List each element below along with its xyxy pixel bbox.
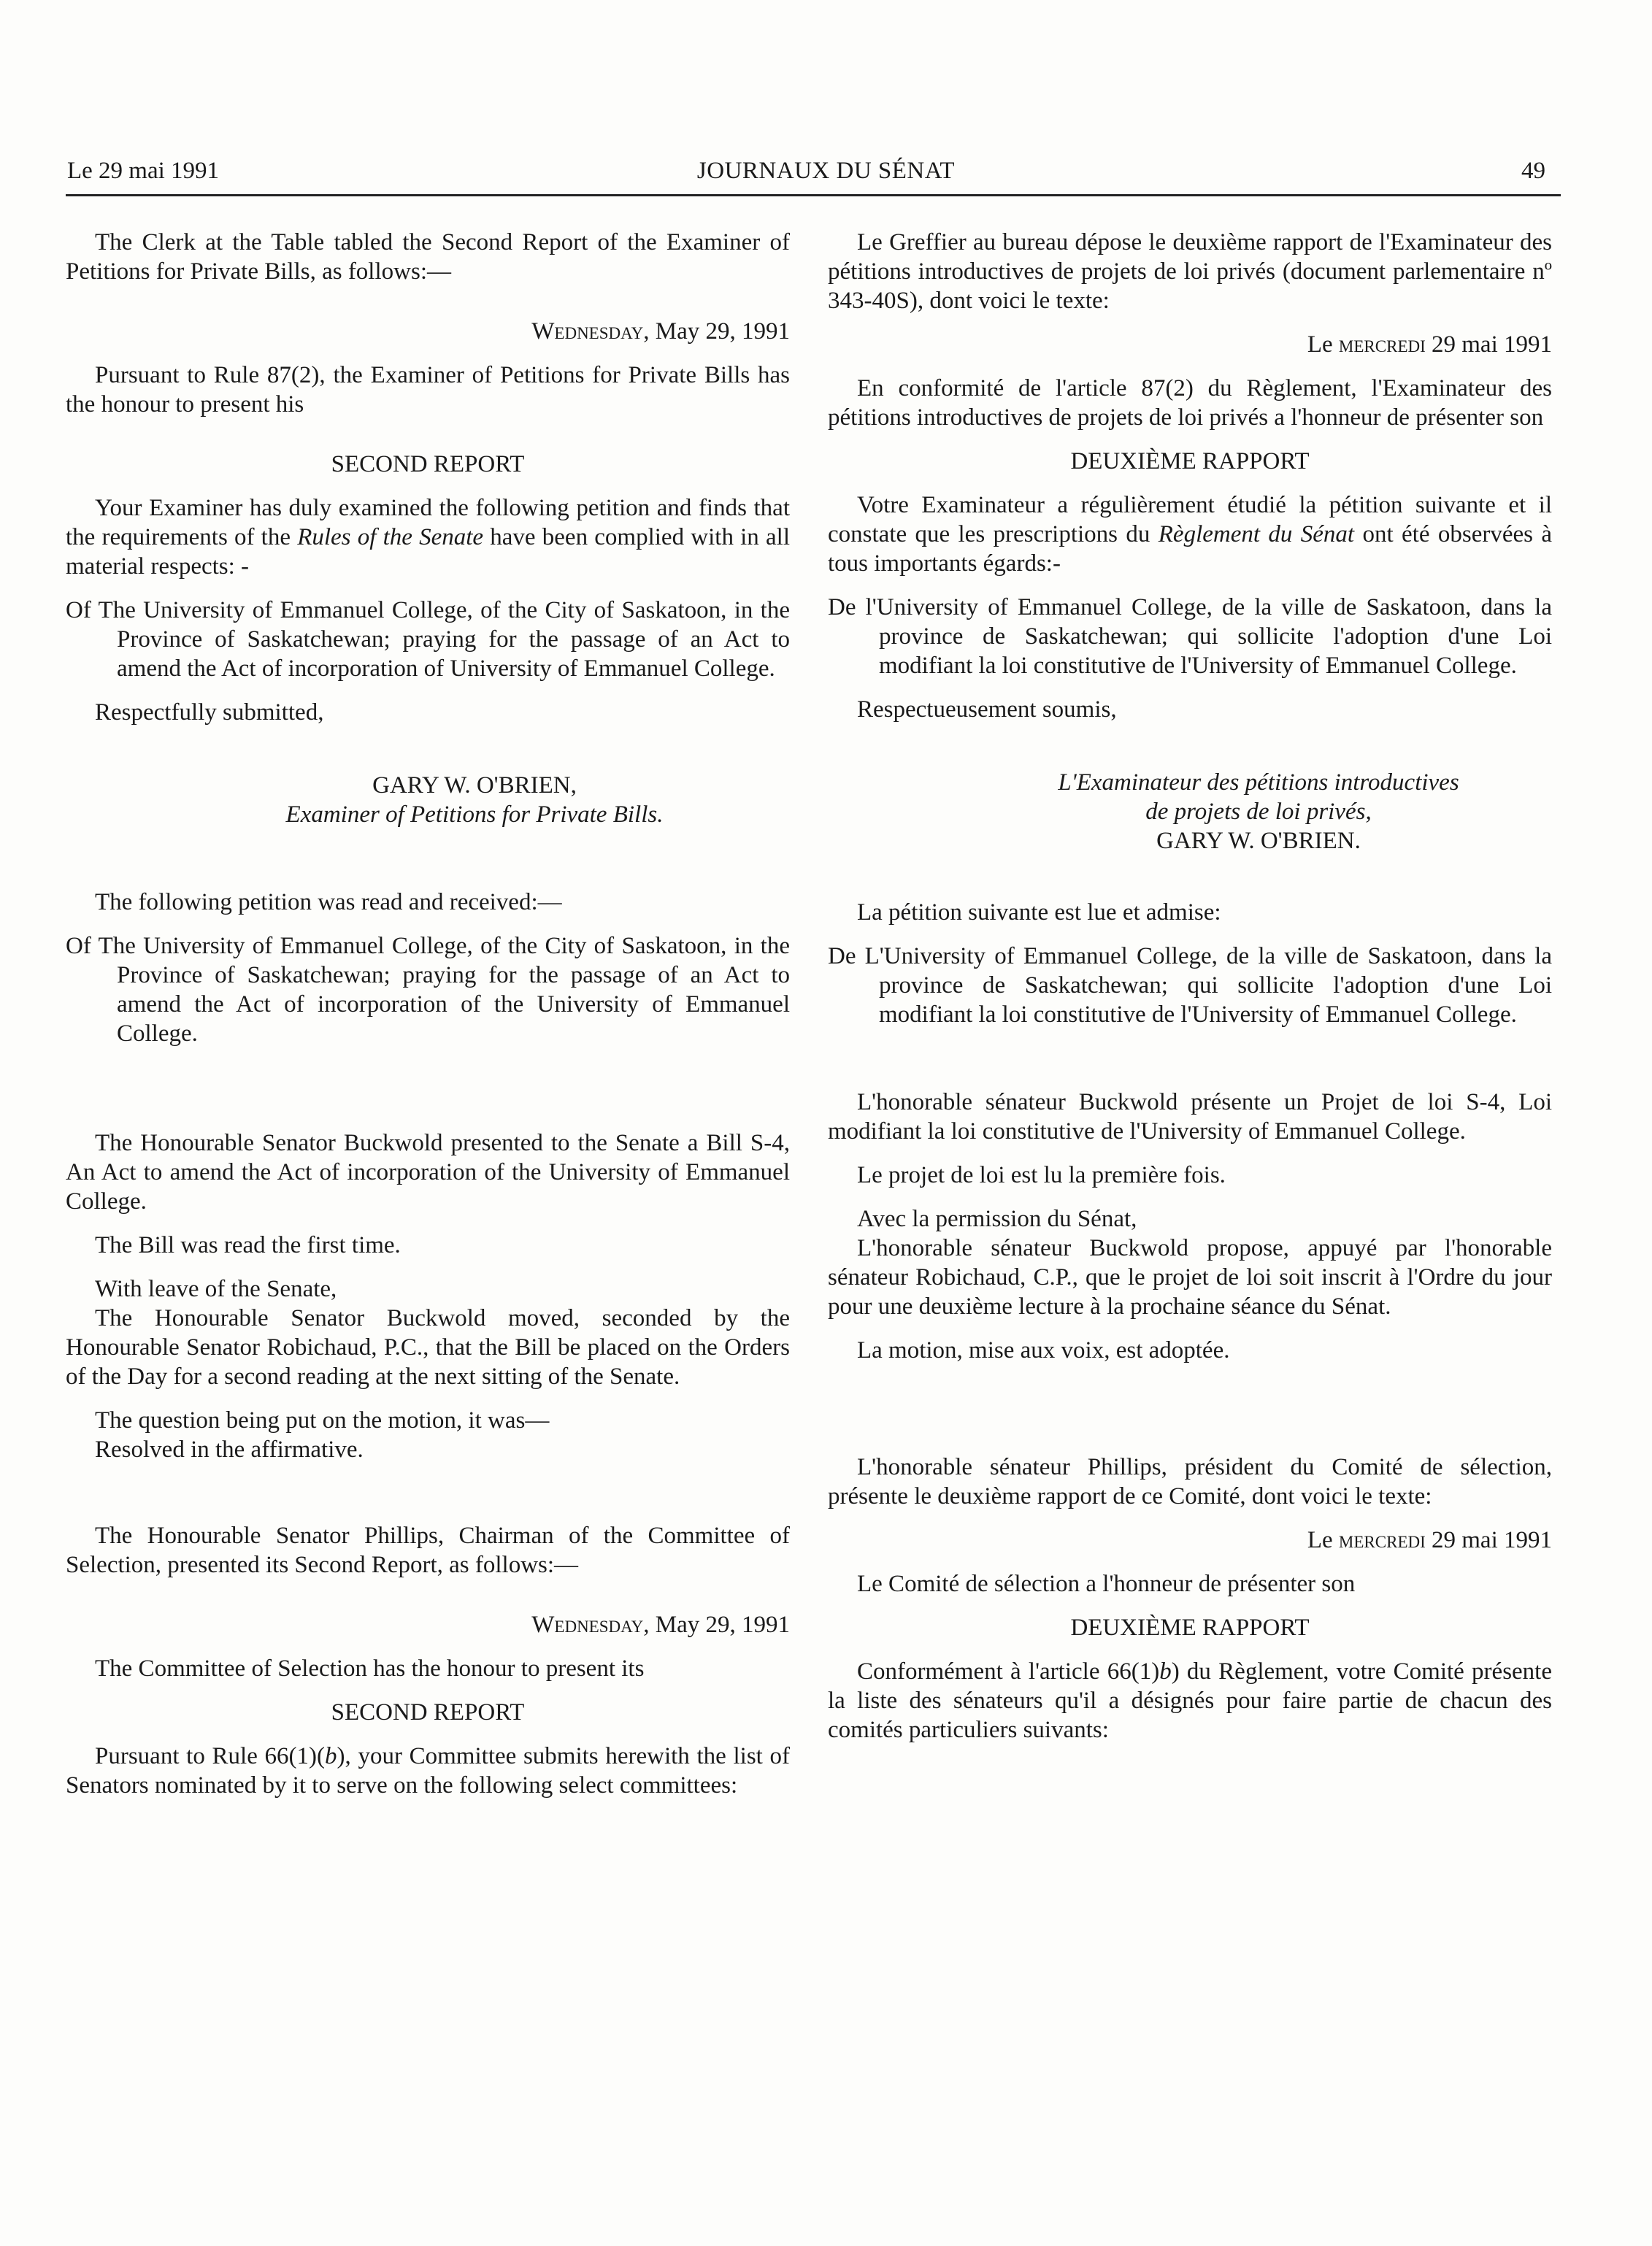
phillips-fr-paragraph: L'honorable sénateur Phillips, président du Comité de sélection, présente le deuxième rapport de ce Comité, dont voici le texte: [828,1454,1552,1509]
signature-fr-name: GARY W. O'BRIEN. [1156,828,1361,854]
comite-honneur-paragraph: Le Comité de sélection a l'honneur de présenter son [857,1571,1356,1597]
signature-block [270,771,679,829]
selection-rapport-heading: DEUXIÈME RAPPORT [1070,1615,1310,1641]
report-date-rest: , May 29, 1991 [643,318,790,345]
examinateur-paragraph [828,491,1552,578]
english-column [66,228,790,1815]
selection-rapport-date [828,1526,1552,1555]
reglement-title: Règlement du Sénat [1158,521,1355,547]
petition-lue-paragraph: La pétition suivante est lue et admise: [857,899,1221,926]
selection-date-rest: , May 29, 1991 [643,1612,790,1638]
report-date [66,317,790,346]
committee-honour-paragraph: The Committee of Selection has the honour to present its [95,1655,645,1682]
rapport-heading: DEUXIÈME RAPPORT [1070,448,1310,474]
signature-title: Examiner of Petitions for Private Bills. [285,801,664,828]
rapport-date-day: mercredi [1338,331,1426,358]
rule-66-italic: b [325,1743,337,1769]
question-line: The question being put on the motion, it was— [95,1407,550,1434]
running-title: JOURNAUX DU SÉNAT [696,158,956,184]
first-reading-paragraph: The Bill was read the first time. [95,1232,401,1258]
article-66-paragraph [828,1657,1552,1745]
rapport-date-le: Le [1307,331,1339,358]
rules-title: Rules of the Senate [297,524,484,550]
pursuant-paragraph: Pursuant to Rule 87(2), the Examiner of Petitions for Private Bills has the honour to present his [66,362,790,418]
leave-line: With leave of the Senate, [95,1276,337,1302]
examiner-text-a: Your Examiner has duly examined the following petition and finds that the requirements of the [66,495,790,550]
motion-fr-paragraph: L'honorable sénateur Buckwold propose, appuyé par l'honorable sénateur Robichaud, C.P., que le projet de loi soit inscrit à l'Ordre du jour pour une deuxième lecture à la prochaine séance du Sénat. [828,1235,1552,1320]
petition-read-paragraph: The following petition was read and received:— [95,889,562,915]
header-rule [66,194,1561,196]
petition-paragraph: Of The University of Emmanuel College, of the City of Saskatoon, in the Province of Saskatchewan; praying for the passage of an Act to amend the Act of incorporation of University of Emmanuel College. [66,597,790,682]
greffier-paragraph: Le Greffier au bureau dépose le deuxième rapport de l'Examinateur des pétitions introductives de projets de loi privés (document parlementaire nº 343-40S), dont voici le texte: [828,229,1552,314]
article-66-italic: b [1159,1658,1172,1685]
rule-66-text-b: ), your Committee submits herewith the list of Senators nominated by it to serve on the following select committees: [66,1743,791,1799]
article-66-text-b: ) du Règlement, votre Comité présente la liste des sénateurs qu'il a désignés pour faire partie de chacun des comités particuliers suivants: [828,1658,1552,1743]
rule-66-text-a: Pursuant to Rule 66(1)( [95,1743,326,1769]
selection-report-heading: SECOND REPORT [331,1699,525,1726]
petition-admise-paragraph: De L'University of Emmanuel College, de la ville de Saskatoon, dans la province de Saskatchewan; qui sollicite l'adoption d'une Loi modifiant la loi constitutive de l'University of Emmanuel College. [828,943,1552,1028]
selection-fr-date-rest: 29 mai 1991 [1425,1527,1552,1553]
petition-received-paragraph: Of The University of Emmanuel College, of the City of Saskatoon, in the Province of Saskatchewan; praying for the passage of an Act to amend the Act of incorporation of the University of Emmanuel College. [66,933,790,1047]
signature-fr-block [1032,768,1485,855]
report-heading: SECOND REPORT [331,451,525,477]
selection-fr-date-day: mercredi [1338,1527,1426,1553]
projet-presente-paragraph: L'honorable sénateur Buckwold présente un Projet de loi S-4, Loi modifiant la loi constitutive de l'University of Emmanuel College. [828,1089,1552,1145]
petition-fr-paragraph: De l'University of Emmanuel College, de la ville de Saskatoon, dans la province de Saskatchewan; qui sollicite l'adoption d'une Loi modifiant la loi constitutive de l'University of Emmanuel College. [828,594,1552,679]
permission-line: Avec la permission du Sénat, [857,1206,1137,1232]
signature-fr-title-2: de projets de loi privés, [1145,799,1372,825]
page-number: 49 [1521,158,1545,184]
conformite-paragraph: En conformité de l'article 87(2) du Règlement, l'Examinateur des pétitions introductives de projets de loi privés a l'honneur de présenter son [828,375,1552,431]
respectueusement-soumis: Respectueusement soumis, [857,696,1117,723]
french-column [828,228,1552,1759]
selection-date-le: Le [1307,1527,1339,1553]
header-date: Le 29 mai 1991 [67,158,220,184]
selection-date-day: Wednesday [531,1612,644,1638]
clerk-tabled-paragraph: The Clerk at the Table tabled the Second Report of the Examiner of Petitions for Private Bills, as follows:— [66,229,790,285]
respectfully-submitted: Respectfully submitted, [95,699,324,726]
rapport-date [828,330,1552,359]
resolved-line: Resolved in the affirmative. [95,1437,364,1463]
bill-presented-paragraph: The Honourable Senator Buckwold presented to the Senate a Bill S-4, An Act to amend the Act of incorporation of the University of Emmanuel College. [66,1130,790,1215]
motion-paragraph: The Honourable Senator Buckwold moved, seconded by the Honourable Senator Robichaud, P.C., that the Bill be placed on the Orders of the Day for a second reading at the next sitting of the Senate. [66,1305,790,1390]
examinateur-text-a: Votre Examinateur a régulièrement étudié la pétition suivante et il constate que les prescriptions du [828,492,1552,547]
report-date-day: Wednesday [531,318,644,345]
rapport-date-rest: 29 mai 1991 [1425,331,1552,358]
phillips-paragraph: The Honourable Senator Phillips, Chairman of the Committee of Selection, presented its Second Report, as follows:— [66,1523,790,1578]
examiner-paragraph [66,493,790,581]
motion-adoptee-line: La motion, mise aux voix, est adoptée. [857,1337,1230,1364]
rule-66-paragraph [66,1742,790,1800]
signature-fr-title-1: L'Examinateur des pétitions introductives [1058,769,1459,796]
signature-name: GARY W. O'BRIEN, [372,772,577,799]
premiere-lecture-paragraph: Le projet de loi est lu la première fois. [857,1162,1226,1188]
selection-report-date [66,1610,790,1639]
examinateur-text-b: ont été observées à tous importants égards:- [828,521,1552,577]
article-66-text-a: Conformément à l'article 66(1) [857,1658,1160,1685]
examiner-text-b: have been complied with in all material respects: - [66,524,790,580]
